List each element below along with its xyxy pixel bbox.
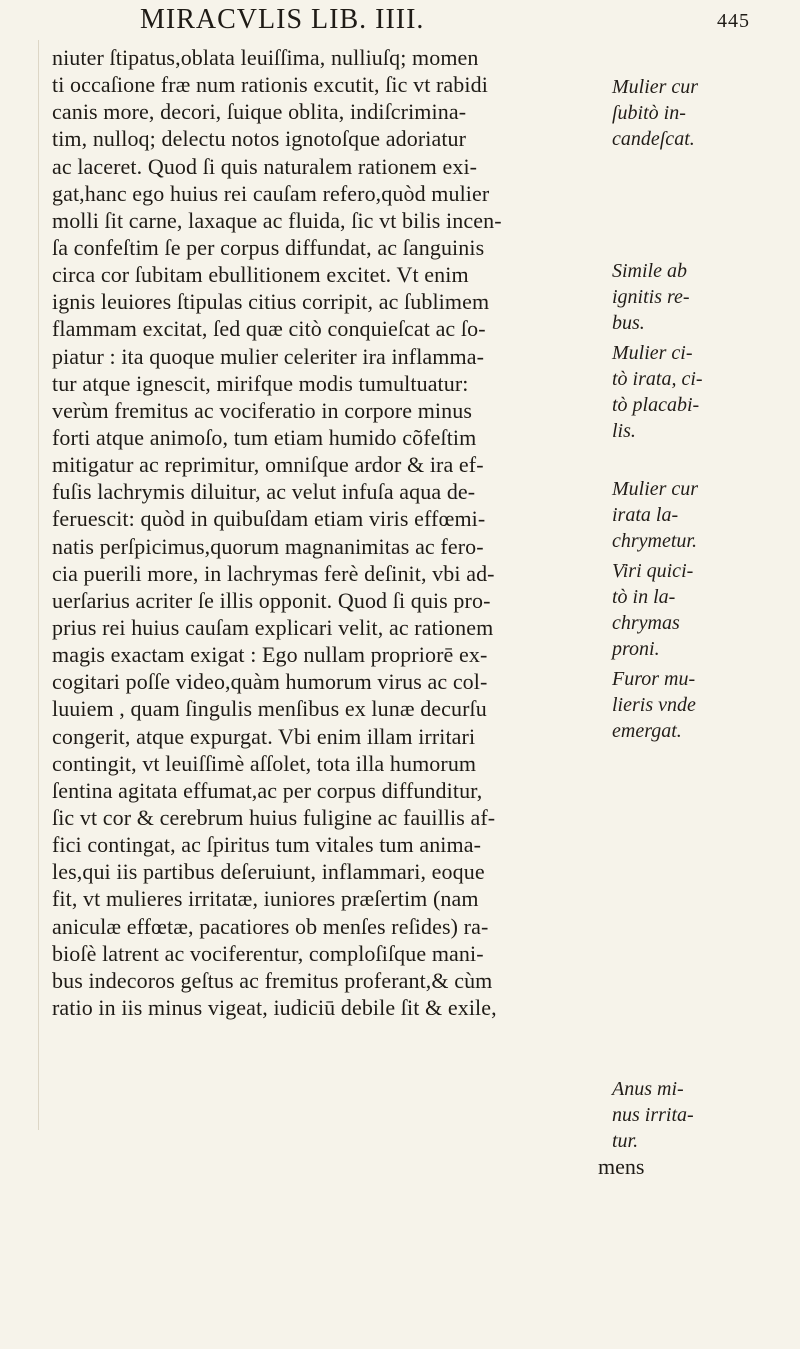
- text-line: piatur : ita quoque mulier celeriter ira inflamma-: [52, 343, 484, 369]
- page-gutter-shadow: [38, 40, 39, 1130]
- text-line: tim, nulloq; delectu notos ignotoſque adoriatur: [52, 126, 467, 152]
- margin-note-line: chrymetur.: [612, 530, 697, 552]
- text-line: fit, vt mulieres irritatæ, iuniores præſertim (nam: [52, 886, 479, 912]
- margin-note-line: ſubitò in-: [612, 102, 686, 124]
- text-line: luuiem , quam ſingulis menſibus ex lunæ decurſu: [52, 696, 487, 722]
- text-line: bioſè latrent ac vociferentur, comploſiſque mani-: [52, 940, 484, 966]
- margin-note-line: chrymas: [612, 612, 680, 634]
- margin-note-line: tò placabi-: [612, 394, 700, 416]
- text-line: gat,hanc ego huius rei cauſam refero,quòd mulier: [52, 180, 490, 206]
- text-line: magis exactam exigat : Ego nullam propriorē ex-: [52, 642, 488, 668]
- margin-note-line: nus irrita-: [612, 1104, 694, 1126]
- text-line: molli ſit carne, laxaque ac fluida, ſic vt bilis incen-: [52, 207, 502, 233]
- text-line: les,qui iis partibus deſeruiunt, inflammari, eoque: [52, 859, 485, 885]
- text-line: natis perſpicimus,quorum magnanimitas ac fero-: [52, 533, 484, 559]
- text-line: tur atque ignescit, mirifque modis tumultuatur:: [52, 370, 469, 396]
- text-line: ſic vt cor & cerebrum huius fuligine ac fauillis af-: [52, 804, 496, 830]
- margin-note-line: irata la-: [612, 504, 679, 526]
- text-line: cia puerili more, in lachrymas ferè deſinit, vbi ad-: [52, 560, 495, 586]
- margin-note-line: candeſcat.: [612, 128, 695, 150]
- text-line: bus indecoros geſtus ac fremitus proferant,& cùm: [52, 967, 493, 993]
- margin-note-line: ignitis re-: [612, 286, 690, 308]
- page-number: 445: [717, 10, 750, 32]
- text-line: contingit, vt leuiſſimè aſſolet, tota illa humorum: [52, 750, 477, 776]
- catchword: mens: [598, 1154, 645, 1179]
- text-line: ignis leuiores ſtipulas citius corripit, ac ſublimem: [52, 289, 490, 315]
- text-line: uerſarius acriter ſe illis opponit. Quod ſi quis pro-: [52, 587, 491, 613]
- text-line: fici contingat, ac ſpiritus tum vitales tum anima-: [52, 832, 482, 858]
- margin-note-line: bus.: [612, 312, 645, 334]
- text-line: ac laceret. Quod ſi quis naturalem rationem exi-: [52, 153, 478, 179]
- text-line: prius rei huius cauſam explicari velit, ac rationem: [52, 614, 494, 640]
- text-line: mitigatur ac reprimitur, omniſque ardor & ira ef-: [52, 452, 484, 478]
- text-line: verùm fremitus ac vociferatio in corpore minus: [52, 397, 473, 423]
- margin-note-line: Anus mi-: [612, 1078, 684, 1100]
- margin-note-line: tò in la-: [612, 586, 676, 608]
- margin-note-line: lieris vnde: [612, 694, 696, 716]
- margin-note-line: Mulier ci-: [612, 342, 693, 364]
- text-line: ti occaſione fræ num rationis excutit, ſic vt rabidi: [52, 72, 488, 98]
- margin-note-line: tò irata, ci-: [612, 368, 703, 390]
- text-line: feruescit: quòd in quibuſdam etiam viris effœmi-: [52, 506, 486, 532]
- running-head: [140, 4, 750, 44]
- margin-note-line: lis.: [612, 420, 636, 442]
- text-line: cogitari poſſe video,quàm humorum virus ac col-: [52, 669, 488, 695]
- text-line: congerit, atque expurgat. Vbi enim illam irritari: [52, 723, 476, 749]
- text-line: ratio in iis minus vigeat, iudiciū debile ſit & exile,: [52, 994, 497, 1020]
- margin-note-line: Mulier cur: [612, 76, 699, 98]
- margin-note-line: emergat.: [612, 720, 682, 742]
- text-line: niuter ſtipatus,oblata leuiſſima, nulliuſq; momen: [52, 45, 479, 70]
- main-text-block: [52, 44, 612, 1021]
- margin-note-line: Mulier cur: [612, 478, 699, 500]
- text-line: fuſis lachrymis diluitur, ac velut infuſa aqua de-: [52, 479, 476, 505]
- margin-note-line: proni.: [612, 638, 660, 660]
- margin-note-line: Furor mu-: [612, 668, 696, 690]
- margin-note-line: Simile ab: [612, 260, 687, 282]
- text-line: forti atque animoſo, tum etiam humido cõfeſtim: [52, 424, 477, 450]
- text-line: aniculæ effœtæ, pacatiores ob menſes reſides) ra-: [52, 913, 489, 939]
- running-head-title: MIRACVLIS LIB. IIII.: [140, 4, 425, 35]
- text-line: flammam excitat, ſed quæ citò conquieſcat ac ſo-: [52, 316, 486, 342]
- margin-note-line: tur.: [612, 1130, 639, 1152]
- text-line: ſa confeſtim ſe per corpus diffundat, ac ſanguinis: [52, 234, 485, 260]
- text-line: ſentina agitata effumat,ac per corpus diffunditur,: [52, 777, 483, 803]
- text-line: circa cor ſubitam ebullitionem excitet. Vt enim: [52, 262, 469, 288]
- margin-note-line: Viri quici-: [612, 560, 694, 582]
- text-line: canis more, decori, ſuique oblita, indiſcrimina-: [52, 99, 467, 125]
